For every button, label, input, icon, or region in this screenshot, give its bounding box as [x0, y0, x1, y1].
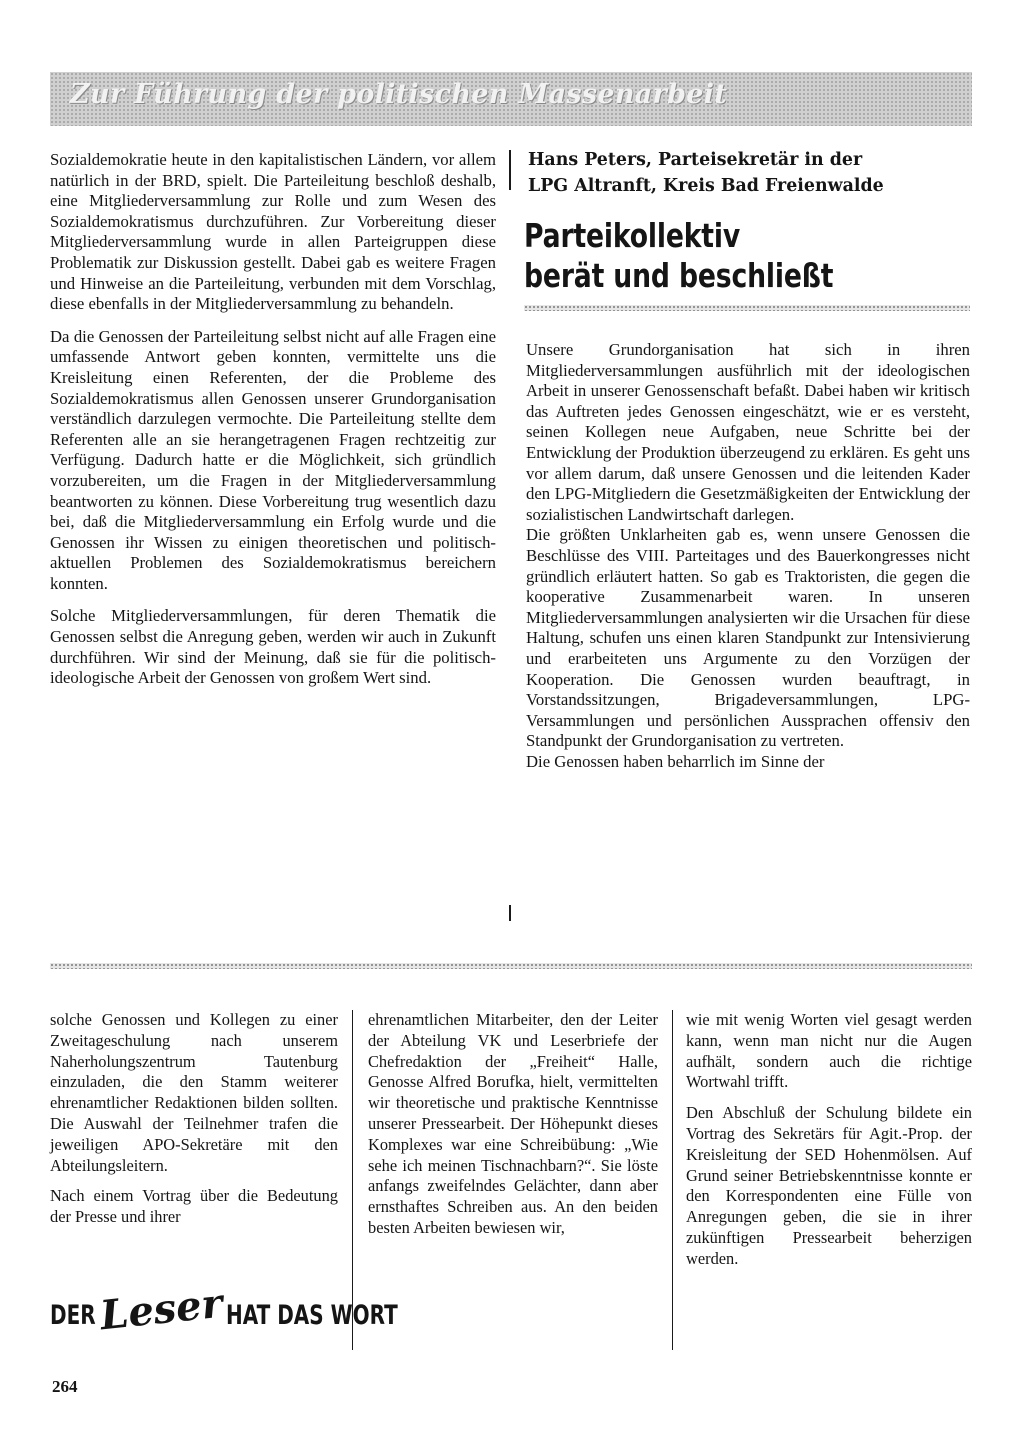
column-divider	[509, 150, 511, 190]
headline-line-2: berät und beschließt	[524, 257, 834, 295]
section-banner-title: Zur Führung der politischen Massenarbeit	[70, 79, 728, 110]
left-paragraph-1: Sozialdemokratie heute in den kapitalistischen Ländern, vor allem natürlich in der BRD, spielt. Die Parteileitung beschloß deshalb, eine Mitgliederversammlung zur Rolle und zum Wesen des Sozialdemokratismus durchzuführen. Zur Vorbereitung dieser Mitgliederversammlung wurde in allen Parteigruppen diese Problematik zur Diskussion gestellt. Dabei gab es weitere Fragen und Hinweise an die Parteileitung, verbunden mit dem Vorschlag, diese ebenfalls in der Mitgliederversammlung zu behandeln.	[50, 150, 496, 314]
article-body	[526, 340, 970, 784]
article-paragraph-3: Die Genossen haben beharrlich im Sinne der	[526, 751, 825, 771]
bottom-divider-2	[672, 1010, 673, 1350]
headline-rule	[524, 305, 970, 311]
author-line-1: Hans Peters, Parteisekretär in der	[528, 150, 863, 170]
bottom-col3-paragraph-2: Den Abschluß der Schulung bildete ein Vortrag des Sekretärs für Agit.-Prop. der Kreisleitung der SED Hohenmölsen. Auf Grund seiner Betriebskenntnisse konnte er den Korrespondenten eine Fülle von Anregungen geben, die sie in ihrer zukünftigen Pressearbeit beherzigen werden.	[686, 1103, 972, 1268]
left-column	[50, 150, 496, 701]
column-divider-bottom	[509, 905, 511, 921]
rubric-logo-leser: Leser	[97, 1279, 225, 1339]
article-author	[528, 147, 978, 199]
bottom-col1-paragraph-2: Nach einem Vortrag über die Bedeutung der Presse und ihrer	[50, 1186, 338, 1227]
rubric-logo-hat-das-wort: HAT DAS WORT	[226, 1299, 399, 1331]
bottom-column-3	[686, 1010, 972, 1280]
article-headline	[524, 216, 893, 296]
bottom-col3-paragraph-1: wie mit wenig Worten viel gesagt werden kann, wenn man nicht nur die Augen aufhält, sondern auch die richtige Wortwahl trifft.	[686, 1010, 972, 1092]
article-paragraph-1: Unsere Grundorganisation hat sich in ihren Mitgliederversammlungen ausführlich mit der ideologischen Arbeit in unserer Genossenschaft befaßt. Dabei haben wir kritisch das Auftreten jedes Genossen eingeschätzt, wie er es versteht, seinen Kollegen neue Aufgaben, neue Schritte bei der Entwicklung der Produktion überzeugend zu erklären. Es geht uns vor allem darum, daß unsere Genossen und die leitenden Kader den LPG-Mitgliedern die Gesetzmäßigkeiten der Entwicklung der sozialistischen Landwirtschaft darlegen.	[526, 340, 970, 524]
rubric-logo-der: DER	[50, 1299, 96, 1331]
page-number: 264	[52, 1377, 78, 1396]
bottom-column-2	[368, 1010, 658, 1249]
bottom-column-1	[50, 1010, 338, 1238]
section-separator	[50, 963, 972, 969]
article-paragraph-2: Die größten Unklarheiten gab es, wenn unsere Genossen die Beschlüsse des VIII. Parteitages und des Bauerkongresses nicht gründlich erläutert hatten. So gab es Traktoristen, die gegen die kooperative Zusammenarbeit waren. In unseren Mitgliederversammlungen analysierten wir die Ursachen für diese Haltung, schufen uns einen klaren Standpunkt zur Intensivierung und erarbeiteten uns Argumente zu den Vorzügen der Kooperation. Die Genossen wurden beauftragt, in Vorstandssitzungen, Brigadeversammlungen, LPG-Versammlungen und persönlichen Aussprachen offensiv den Standpunkt der Grundorganisation zu vertreten.	[526, 525, 970, 751]
left-paragraph-3: Solche Mitgliederversammlungen, für deren Thematik die Genossen selbst die Anregung geben, werden wir auch in Zukunft durchführen. Wir sind der Meinung, daß sie für die politisch-ideologische Arbeit der Genossen von großem Wert sind.	[50, 606, 496, 688]
headline-line-1: Parteikollektiv	[524, 217, 741, 255]
author-line-2: LPG Altranft, Kreis Bad Freienwalde	[528, 176, 884, 196]
bottom-col1-paragraph-1: solche Genossen und Kollegen zu einer Zweitageschulung nach unserem Naherholungszentrum Tautenburg einzuladen, die den Stamm weiterer ehrenamtlicher Redaktionen bilden sollten. Die Auswahl der Teilnehmer trafen die jeweiligen APO-Sekretäre mit den Abteilungsleitern.	[50, 1010, 338, 1175]
left-paragraph-2: Da die Genossen der Parteileitung selbst nicht auf alle Fragen eine umfassende Antwort geben konnten, vermittelte uns die Kreisleitung einen Referenten, der die Probleme des Sozialdemokratismus allen Genossen unserer Grundorganisation verständlich darzulegen vermochte. Die Parteileitung stellte dem Referenten alle an sie herangetragenen Fragen rechtzeitig zur Verfügung. Dadurch hatte er die Möglichkeit, sich gründlich vorzubereiten, um die Fragen in der Mitgliederversammlung beantworten zu können. Diese Vorbereitung trug wesentlich dazu bei, daß die Mitgliederversammlung ein Erfolg wurde und die Genossen ihr Wissen zu einigen theoretischen und politisch-aktuellen Problemen des Sozialdemokratismus bereichern konnten.	[50, 326, 496, 593]
bottom-col2-paragraph-1: ehrenamtlichen Mitarbeiter, den der Leiter der Abteilung VK und Leserbriefe der Chefredaktion der „Freiheit“ Halle, Genosse Alfred Borufka, hielt, vermittelten wir theoretische und praktische Kenntnisse unserer Pressearbeit. Der Höhepunkt dieses Komplexes war eine Schreibübung: „Wie sehe ich meinen Tischnachbarn?“. Sie löste anfangs zweifelndes Gelächter, dann aber ernsthaftes Schreiben aus. An den beiden besten Arbeiten bewiesen wir,	[368, 1010, 658, 1237]
rubric-logo	[50, 1279, 458, 1339]
